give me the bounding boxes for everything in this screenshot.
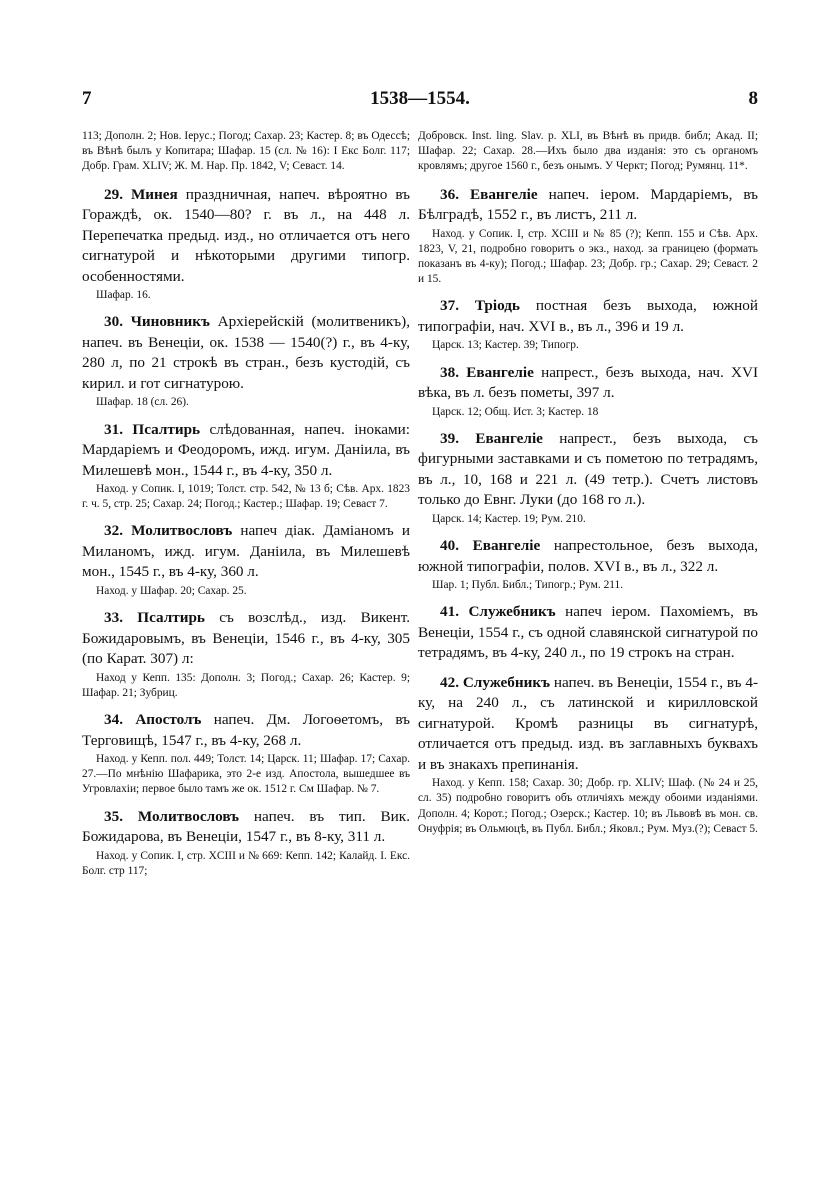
entry-title: Минея	[130, 185, 178, 203]
entry-31	[82, 420, 410, 513]
entry-number: 38.	[440, 363, 459, 381]
entry-number: 31.	[104, 420, 123, 438]
entry-sources: Наход. у Кепп. пол. 449; Толст. 14; Царск. 11; Шафар. 17; Сахар. 27.—По мнѣнiю Шафарика, это 2-е изд. Апостола, вышедшее въ Угровлахiи; первое было тамъ же ок. 1512 г. См Шафар. № 7.	[82, 753, 410, 796]
entry-sources: Наход у Кепп. 135: Дополн. 3; Погод.; Сахар. 26; Кастер. 9; Шафар. 21; Зубриц.	[82, 671, 410, 699]
entry-text: напрестольное, безъ выхода, южной типографiи, полов. XVI в., въ л., 322 л.	[418, 537, 759, 575]
entry-text: напрест., безъ выхода, нач. XVI вѣка, въ л. безъ пометы, 397 л.	[418, 363, 759, 402]
entry-text: напеч. iером. Мардарiемъ, въ Бѣлградѣ, 1552 г., въ листъ, 211 л.	[418, 185, 759, 224]
entry-number: 40.	[440, 537, 459, 555]
entry-37	[418, 296, 758, 353]
entry-text: напеч. въ тип. Вик. Божидарова, въ Венецiи, 1547 г., въ 8-ку, 311 л.	[82, 807, 410, 846]
entry-sources: Шар. 1; Публ. Библ.; Типогр.; Рум. 211.	[432, 579, 624, 592]
entry-text: напеч. въ Венецiи, 1554 г., въ 4-ку, на 240 л., съ латинской и кирилловской сигнатурой. Кромѣ разницы въ сигнатурѣ, отличается отъ предыд. изд. въ заглавныхъ буквахъ и въ знакахъ препинанiя.	[418, 673, 758, 773]
entry-sources: Царск. 12; Общ. Ист. 3; Кастер. 18	[432, 405, 599, 418]
entry-42	[418, 673, 758, 837]
entry-title: Евангелiе	[475, 429, 543, 447]
entry-title: Служебникъ	[468, 603, 556, 621]
entry-title: Евангелiе	[472, 537, 541, 555]
entry-38	[418, 363, 758, 420]
entry-title: Псалтирь	[132, 420, 201, 438]
running-title-years: 1538—1554.	[370, 88, 470, 109]
right-page-number: 8	[748, 88, 758, 109]
entry-text: постная безъ выхода, южной типографiи, нач. XVI в., въ л., 396 и 19 л.	[418, 297, 759, 335]
entry-sources: Наход. у Сопик. I, 1019; Толст. стр. 542, № 13 б; Сѣв. Арх. 1823 г. ч. 5, стр. 25; Сахар. 24; Погод.; Кастер.; Шафар. 19; Севаст 7.	[82, 483, 410, 511]
entry-title: Псалтирь	[137, 609, 205, 627]
entry-text: напеч дiак. Дамiаномъ и Миланомъ, ижд. игум. Данiила, въ Милешевѣ мон., 1545 г., въ 4-ку, 360 л.	[82, 522, 410, 581]
entry-30	[82, 312, 410, 410]
entry-text: напеч. Дм. Логоѳетомъ, въ Терговищѣ, 1547 г., въ 4-ку, 268 л.	[82, 711, 411, 749]
entry-text: слѣдованная, напеч. iноками: Мардарiемъ и Феодоромъ, ижд. игум. Данiила, въ Милешевѣ мон., 1544 г., въ 4-ку, 350 л.	[82, 420, 410, 479]
entry-number: 37.	[440, 297, 459, 315]
running-header	[82, 88, 758, 118]
entry-33	[82, 608, 410, 701]
continued-sources: 113; Дополн. 2; Нов. Iерус.; Погод; Сахар. 23; Кастер. 8; въ Одессѣ; въ Вѣнѣ былъ у Копитара; Шафар. 15 (сл. № 16): I Екс Болг. 117; Добр. Грам. XLIV; Ж. М. Нар. Пр. 1842, V; Севаст. 14.	[82, 130, 410, 173]
entry-text: напрест., безъ выхода, съ фигурными заставками и съ пометою по тетрадямъ, въ л., 10, 168 и 221 л. (49 тетр.). Счетъ листовъ только до Евнг. Луки (до 168 го л.).	[418, 429, 759, 509]
entry-number: 34.	[104, 711, 123, 729]
entry-number: 35.	[104, 807, 123, 825]
entry-text: съ возслѣд., изд. Викент. Божидаровымъ, въ Венецiи, 1546 г., въ 4-ку, 305 (по Карат. 307) л:	[82, 609, 411, 668]
entry-text: праздничная, напеч. вѣроятно въ Гораждѣ, ок. 1540—80? г. въ л., на 448 л. Перепечатка предыд. изд., но отличается отъ него сигнатурой и нѣкоторыми другими типогр. особенностями.	[82, 185, 411, 285]
entry-35	[82, 807, 410, 879]
entry-41	[418, 602, 758, 664]
entry-number: 30.	[104, 313, 123, 331]
entry-29	[82, 185, 410, 304]
entry-number: 32.	[104, 522, 123, 540]
entry-34	[82, 710, 410, 798]
entry-number: 36.	[440, 185, 459, 203]
entry-number: 39.	[440, 429, 459, 447]
entry-number: 41.	[440, 603, 459, 621]
entry-title: Служебникъ	[462, 673, 550, 691]
entry-sources: Шафар. 16.	[96, 289, 151, 302]
left-column	[82, 128, 410, 888]
entry-number: 42.	[440, 673, 459, 691]
entry-40	[418, 536, 758, 593]
entry-text: Архiерейскiй (молитвеникъ), напеч. въ Венецiи, ок. 1538 — 1540(?) г., въ 4-ку, 280 л, по 21 строкѣ въ стран., безъ кустодiй, съ кирил. и гот сигнатурою.	[82, 313, 411, 392]
entry-sources: Наход. у Кепп. 158; Сахар. 30; Добр. гр. XLIV; Шаф. (№ 24 и 25, сл. 35) подробно говоритъ объ отличiяхъ между обоими изданiями. Дополн. 4; Корот.; Погод.; Озерск.; Кастер. 10; въ Львовѣ въ мон. св. Онуфрiя; въ Ольмюцѣ, въ Публ. Библ.; Яковл.; Рум. Муз.(?); Севаст 5.	[418, 777, 758, 835]
entry-text: напеч iером. Пахомiемъ, въ Венецiи, 1554 г., съ одной славянской сигнатурой по тетрадямъ, въ 4-ку, 240 л., по 19 строкъ на стран.	[418, 603, 759, 662]
entry-sources: Царск. 13; Кастер. 39; Типогр.	[432, 339, 579, 352]
entry-sources: Наход. у Сопик. I, стр. XCIII и № 669: Кепп. 142; Калайд. I. Екс. Болг. стр 117;	[82, 849, 410, 877]
continued-sources: Добровск. Inst. ling. Slav. p. XLI, въ Вѣнѣ въ придв. библ; Акад. II; Шафар. 22; Сахар. 28.—Ихъ было два изданiя: это съ органомъ кровлямъ; другое 1560 г., безъ онымъ. У Черкт; Погод; Румянц. 11*.	[418, 130, 758, 173]
right-column	[418, 128, 758, 846]
entry-title: Евангелiе	[466, 363, 534, 381]
entry-sources: Шафар. 18 (сл. 26).	[96, 396, 189, 409]
entry-title: Чиновникъ	[130, 313, 210, 331]
entry-title: Евангелiе	[469, 185, 538, 203]
entry-sources: Наход. у Шафар. 20; Сахар. 25.	[96, 584, 247, 597]
entry-title: Трiодь	[474, 297, 520, 315]
entry-title: Молитвословъ	[131, 522, 233, 540]
entry-39	[418, 429, 758, 527]
entry-sources: Царск. 14; Кастер. 19; Рум. 210.	[432, 512, 586, 525]
entry-number: 33.	[104, 609, 123, 627]
entry-sources: Наход. у Сопик. I, стр. XCIII и № 85 (?); Кепп. 155 и Сѣв. Арх. 1823, V, 21, подробно говоритъ о экз., наход. за границею (формать показанъ въ 4-ку); Погод.; Шафар. 23; Добр. гр.; Сахар. 29; Севаст. 2 и 15.	[418, 227, 758, 286]
entry-32	[82, 521, 410, 599]
entry-number: 29.	[104, 185, 123, 203]
entry-title: Апостолъ	[135, 711, 202, 729]
left-page-number: 7	[82, 88, 92, 109]
entry-title: Молитвословъ	[137, 807, 239, 825]
entry-36	[418, 185, 758, 288]
